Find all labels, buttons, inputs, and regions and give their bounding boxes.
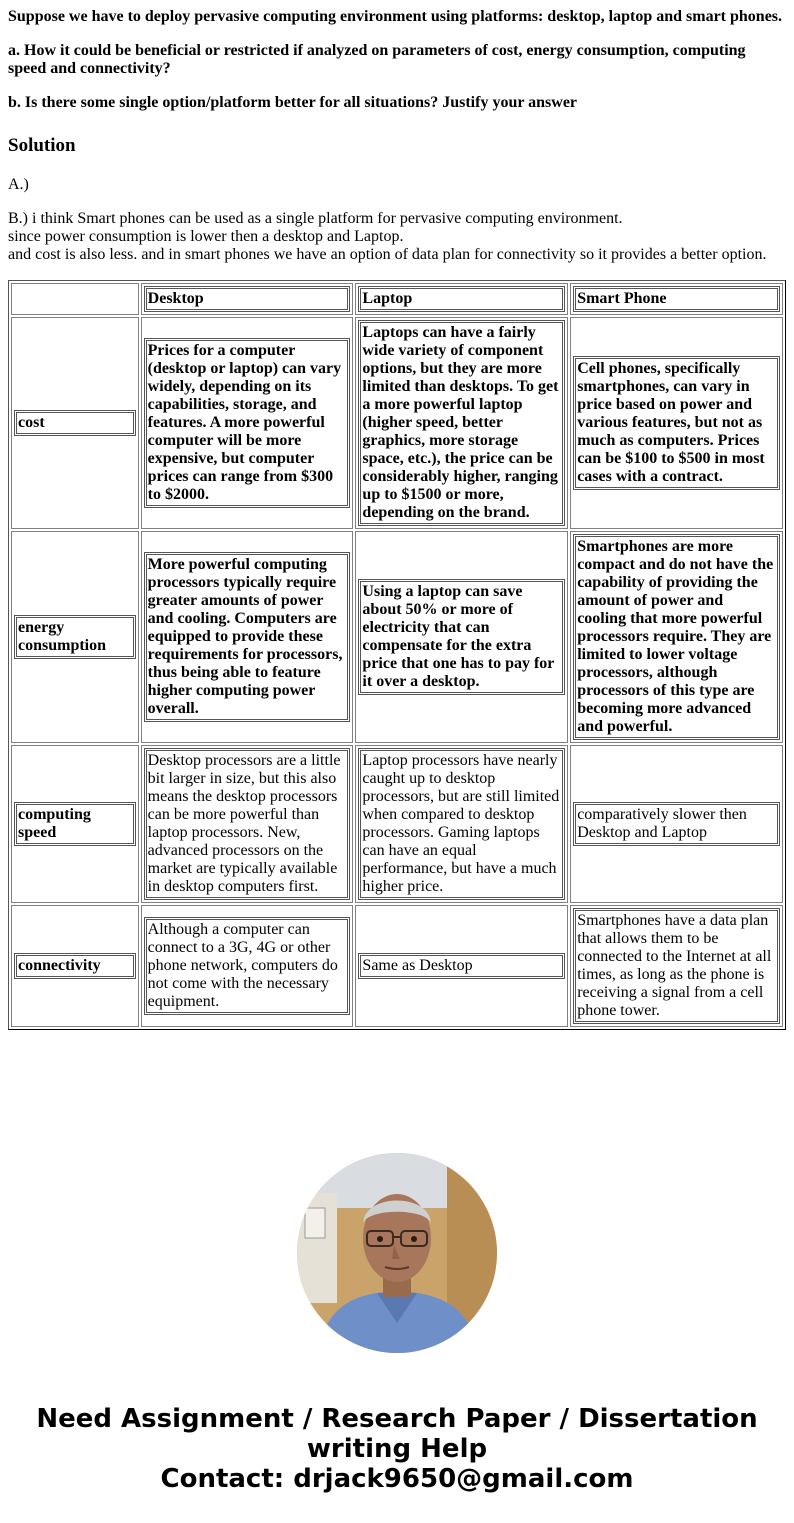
table-cell [141, 745, 354, 903]
cell-text: Same as Desktop [358, 953, 565, 979]
footer-contact [0, 1404, 794, 1494]
table-cell [570, 745, 783, 903]
row-label-cell [11, 905, 139, 1027]
footer-line-1: Need Assignment / Research Paper / Dissertation [36, 1404, 758, 1434]
cell-text: Desktop processors are a little bit larger in size, but this also means the desktop processors can be more powerful than laptop processors. New, advanced processors on the market are typically available in desktop computers first. [144, 748, 351, 900]
table-header-row [11, 283, 783, 315]
row-label-cell [11, 317, 139, 529]
header-laptop-cell [355, 283, 568, 315]
table-row [11, 531, 783, 743]
cell-text: Laptop processors have nearly caught up to desktop processors, but are still limited when compared to desktop processors. Gaming laptops can have an equal performance, but have a much higher price. [358, 748, 565, 900]
table-cell [570, 905, 783, 1027]
table-row [11, 905, 783, 1027]
cell-text: More powerful computing processors typically require greater amounts of power and cooling. Computers are equipped to provide these requirements for processors, thus being able to feature higher computing power overall. [144, 552, 351, 722]
row-label: computing speed [14, 802, 136, 846]
table-row [11, 745, 783, 903]
author-avatar [297, 1153, 497, 1353]
row-label: cost [14, 410, 136, 436]
header-smartphone-cell [570, 283, 783, 315]
header-laptop: Laptop [358, 286, 565, 312]
row-label-cell [11, 745, 139, 903]
table-cell [355, 905, 568, 1027]
header-desktop: Desktop [144, 286, 351, 312]
table-cell [141, 531, 354, 743]
cell-text: Cell phones, specifically smartphones, can vary in price based on power and various features, but not as much as computers. Prices can be $100 to $500 in most cases with a contract. [573, 356, 780, 490]
cell-text: Smartphones are more compact and do not have the capability of providing the amount of power and cooling that more powerful processors require. They are limited to lower voltage processors, although processors of this type are becoming more advanced and powerful. [573, 534, 780, 740]
table-cell [355, 745, 568, 903]
row-label: connectivity [14, 953, 136, 979]
cell-text: Smartphones have a data plan that allows them to be connected to the Internet at all times, as long as the phone is receiving a signal from a cell phone tower. [573, 908, 780, 1024]
question-intro: Suppose we have to deploy pervasive computing environment using platforms: desktop, laptop and smart phones. [8, 8, 783, 25]
table-cell [570, 531, 783, 743]
person-portrait-icon [297, 1153, 497, 1353]
header-desktop-cell [141, 283, 354, 315]
table-row [11, 317, 783, 529]
cell-text: comparatively slower then Desktop and Laptop [573, 802, 780, 846]
table-cell [141, 905, 354, 1027]
table-cell [141, 317, 354, 529]
cell-text: Although a computer can connect to a 3G, 4G or other phone network, computers do not come with the necessary equipment. [144, 917, 351, 1015]
table-cell [570, 317, 783, 529]
solution-b-line-1: B.) i think Smart phones can be used as a single platform for pervasive computing environment. [8, 210, 623, 227]
footer-line-3: Contact: drjack9650@gmail.com [160, 1464, 634, 1494]
footer-line-2: writing Help [306, 1434, 488, 1464]
solution-a-label: A.) [8, 176, 29, 193]
cell-text: Prices for a computer (desktop or laptop) can vary widely, depending on its capabilities, storage, and features. A more powerful computer will be more expensive, but computer prices can range from $300 to $2000. [144, 338, 351, 508]
cell-text: Laptops can have a fairly wide variety of component options, but they are more limited than desktops. To get a more powerful laptop (higher speed, better graphics, more storage space, etc.), the price can be considerably higher, ranging up to $1500 or more, depending on the brand. [358, 320, 565, 526]
table-cell [355, 317, 568, 529]
cell-text: Using a laptop can save about 50% or more of electricity that can compensate for the extra price that one has to pay for it over a desktop. [358, 579, 565, 695]
solution-b-line-2: since power consumption is lower then a desktop and Laptop. [8, 228, 404, 245]
comparison-table [8, 280, 786, 1030]
table-cell [355, 531, 568, 743]
header-empty-cell [11, 283, 139, 315]
solution-b-answer [8, 210, 786, 264]
header-smartphone: Smart Phone [573, 286, 780, 312]
row-label: energy consumption [14, 615, 136, 659]
solution-b-line-3: and cost is also less. and in smart phones we have an option of data plan for connectivity so it provides a better option. [8, 246, 767, 263]
question-part-b: b. Is there some single option/platform better for all situations? Justify your answer [8, 94, 578, 111]
solution-heading: Solution [8, 135, 76, 156]
question-part-a: a. How it could be beneficial or restricted if analyzed on parameters of cost, energy consumption, computing speed and connectivity? [8, 42, 746, 77]
row-label-cell [11, 531, 139, 743]
